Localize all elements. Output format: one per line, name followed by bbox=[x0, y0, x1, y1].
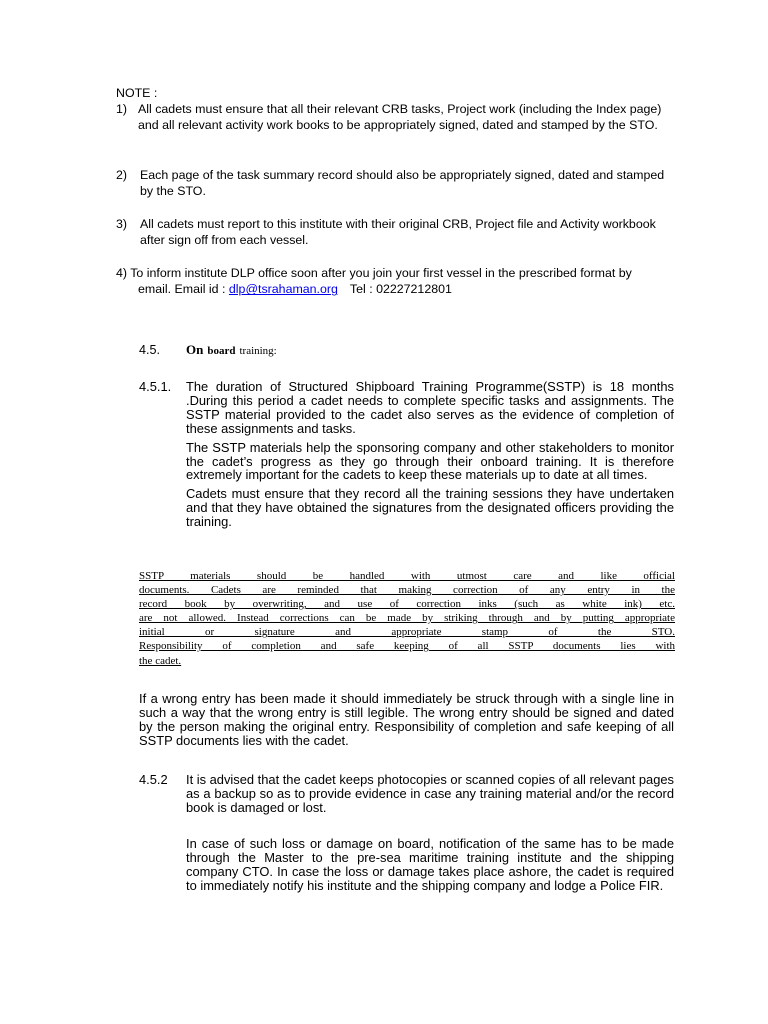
paragraph: The SSTP materials help the sponsoring company and other stakeholders to monitor the cadet’s progress as they go through their onboard training. It is therefore extremely important for the cadets to keep these materials up to date at all times. bbox=[186, 439, 674, 483]
note-item-number: 3) bbox=[116, 217, 128, 231]
telephone: Tel : 02227212801 bbox=[349, 282, 452, 297]
subsection-number: 4.5.1. bbox=[139, 379, 172, 394]
note-item-text: 4) To inform institute DLP office soon after you join your first vessel in the prescribed format by bbox=[116, 266, 632, 280]
email-prefix: email. Email id : bbox=[138, 282, 229, 297]
email-link[interactable]: dlp@tsrahaman.org bbox=[228, 282, 338, 297]
paragraph: The duration of Structured Shipboard Training Programme(SSTP) is 18 months .During this period a cadet needs to complete specific tasks and assignments. The SSTP material provided to the cadet also serves as the evidence of completion of these assignments and tasks. bbox=[186, 379, 674, 436]
note-item-text: All cadets must report to this institute with their original CRB, Project file and Activity workbook after sign off from each vessel. bbox=[140, 217, 656, 248]
notice-line: are not allowed. Instead corrections can be made by striking through and by putting appropriate bbox=[139, 612, 675, 625]
note-item-2 bbox=[116, 167, 678, 200]
subsection-body: It is advised that the cadet keeps photocopies or scanned copies of all relevant pages as a backup so as to provide evidence in case any training material and/or the record book is damaged or lost. bbox=[186, 772, 675, 815]
note-item-text: Each page of the task summary record should also be appropriately signed, dated and stamped by the STO. bbox=[140, 168, 665, 199]
wrong-entry-paragraph: If a wrong entry has been made it should immediately be struck through with a single line in such a way that the wrong entry is still legible. The wrong entry should be signed and dated by the person making the original entry. Responsibility of completion and safe keeping of all SSTP documents lies with the cadet. bbox=[139, 691, 674, 748]
notice-line: documents. Cadets are reminded that making correction of any entry in the bbox=[139, 584, 675, 597]
section-title-training: training: bbox=[239, 345, 277, 357]
contact-line bbox=[116, 281, 678, 297]
section-title-on: On bbox=[186, 342, 204, 357]
notice-line: the cadet. bbox=[139, 654, 182, 667]
subsection-number: 4.5.2 bbox=[139, 772, 168, 787]
section-4-5-1 bbox=[139, 380, 674, 534]
subsection-body bbox=[186, 380, 674, 529]
loss-damage-paragraph: In case of such loss or damage on board, notification of the same has to be made through the Master to the pre-sea maritime training institute and the shipping company CTO. In case the loss or damage takes place ashore, the cadet is required to immediately notify his institute and the shipping company and lodge a Police FIR. bbox=[186, 836, 674, 893]
section-heading bbox=[139, 341, 277, 359]
note-item-1 bbox=[116, 101, 678, 134]
section-title-board: board bbox=[207, 345, 236, 357]
note-item-text: All cadets must ensure that all their relevant CRB tasks, Project work (including the Index page) and all relevant activity work books to be appropriately signed, dated and stamped by the STO. bbox=[138, 102, 662, 133]
section-4-5-2 bbox=[139, 773, 674, 815]
section-number: 4.5. bbox=[139, 343, 161, 357]
section-title bbox=[186, 341, 277, 359]
note-item-3 bbox=[116, 216, 678, 249]
sstp-handling-notice bbox=[139, 569, 675, 668]
notice-line: SSTP materials should be handled with utmost care and like official bbox=[139, 570, 675, 582]
note-label: NOTE : bbox=[116, 86, 158, 100]
note-item-number: 2) bbox=[116, 168, 128, 182]
notice-line: record book by overwriting, and use of correction inks (such as white ink) etc. bbox=[139, 598, 675, 611]
note-item-number: 1) bbox=[116, 102, 128, 116]
notice-line: initial or signature and appropriate stamp of the STO. bbox=[139, 626, 675, 639]
note-item-4 bbox=[116, 265, 678, 298]
paragraph: Cadets must ensure that they record all the training sessions they have undertaken and that they have obtained the signatures from the designated officers providing the training. bbox=[186, 486, 674, 530]
notice-line: Responsibility of completion and safe keeping of all SSTP documents lies with bbox=[139, 640, 675, 653]
